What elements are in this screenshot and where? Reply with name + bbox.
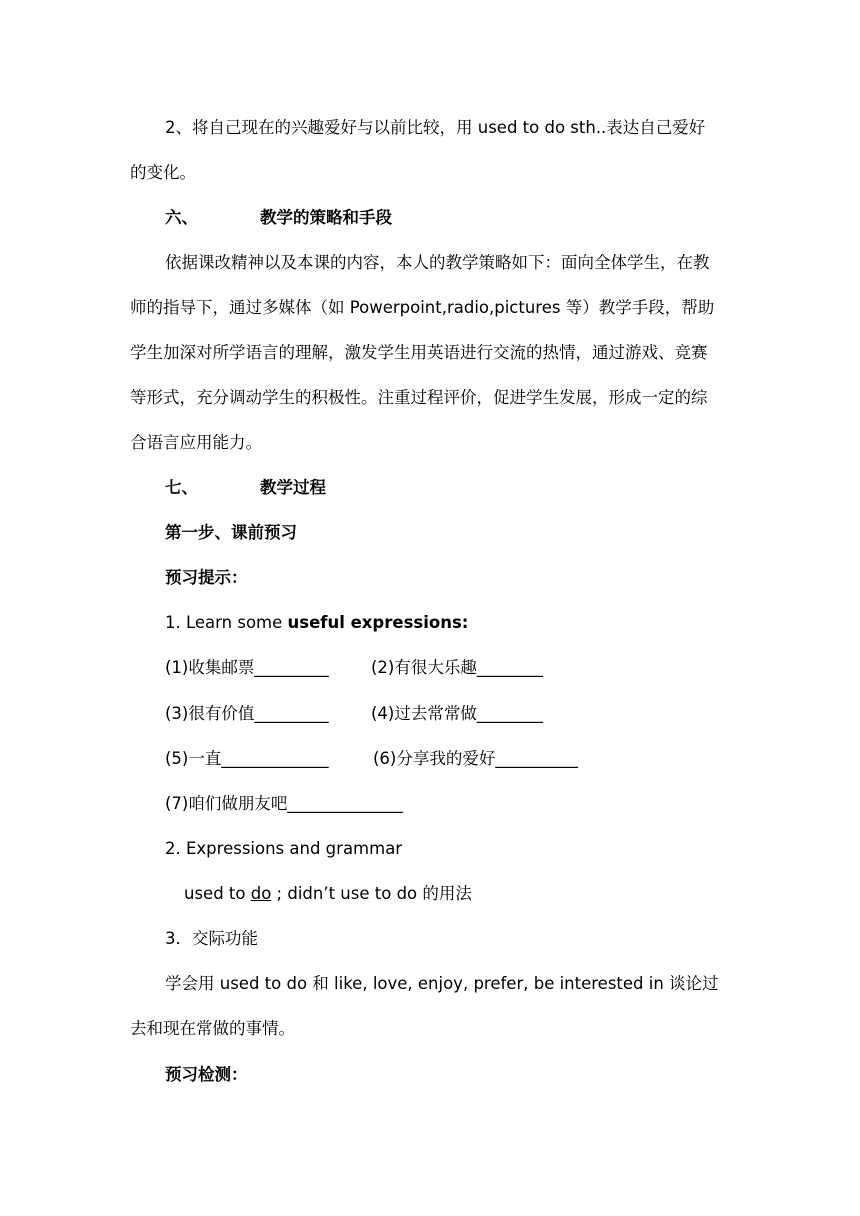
paragraph-line: 师的指导下，通过多媒体（如 Powerpoint,radio,pictures 等）教学手段，帮助: [130, 298, 715, 317]
expression-blank: (4)过去常常做________: [371, 704, 543, 723]
section-heading: 教学的策略和手段: [260, 208, 392, 227]
paragraph-line: 去和现在常做的事情。: [130, 1019, 295, 1038]
list-item-text: 1. Learn some: [165, 613, 288, 632]
paragraph-line: 学生加深对所学语言的理解，激发学生用英语进行交流的热情，通过游戏、竞赛: [130, 343, 708, 362]
section-number: 七、: [165, 478, 198, 497]
grammar-line: [184, 883, 472, 905]
paragraph-line: 的变化。: [130, 163, 196, 182]
expression-blank: (2)有很大乐趣________: [371, 658, 543, 677]
subheading: 预习检测：: [165, 1065, 248, 1084]
paragraph-line: 学会用 used to do 和 like, love, enjoy, prefer, be interested in 谈论过: [165, 974, 719, 993]
expression-blank: (1)收集邮票_________: [165, 658, 329, 677]
grammar-text: used to: [184, 884, 251, 903]
paragraph-line: 合语言应用能力。: [130, 433, 262, 452]
paragraph-line: 2、将自己现在的兴趣爱好与以前比较，用 used to do sth..表达自己爱好: [165, 118, 706, 137]
expression-blank: (5)一直_____________: [165, 749, 329, 768]
expression-blank: (7)咱们做朋友吧______________: [165, 794, 403, 813]
paragraph-line: 依据课改精神以及本课的内容，本人的教学策略如下：面向全体学生，在教: [165, 253, 710, 272]
list-item: 3．交际功能: [165, 929, 258, 948]
section-number: 六、: [165, 208, 198, 227]
expression-blank: (3)很有价值_________: [165, 704, 329, 723]
step-heading: 第一步、课前预习: [165, 523, 297, 542]
list-item: [165, 612, 468, 634]
grammar-text: ; didn’t use to do 的用法: [271, 884, 472, 903]
expression-blank: (6)分享我的爱好__________: [373, 749, 578, 768]
subheading: 预习提示：: [165, 568, 248, 587]
section-heading: 教学过程: [260, 478, 326, 497]
list-item-bold: useful expressions:: [287, 613, 469, 632]
grammar-underlined: do: [250, 884, 272, 903]
paragraph-line: 等形式，充分调动学生的积极性。注重过程评价，促进学生发展，形成一定的综: [130, 388, 708, 407]
list-item: 2. Expressions and grammar: [165, 839, 403, 858]
